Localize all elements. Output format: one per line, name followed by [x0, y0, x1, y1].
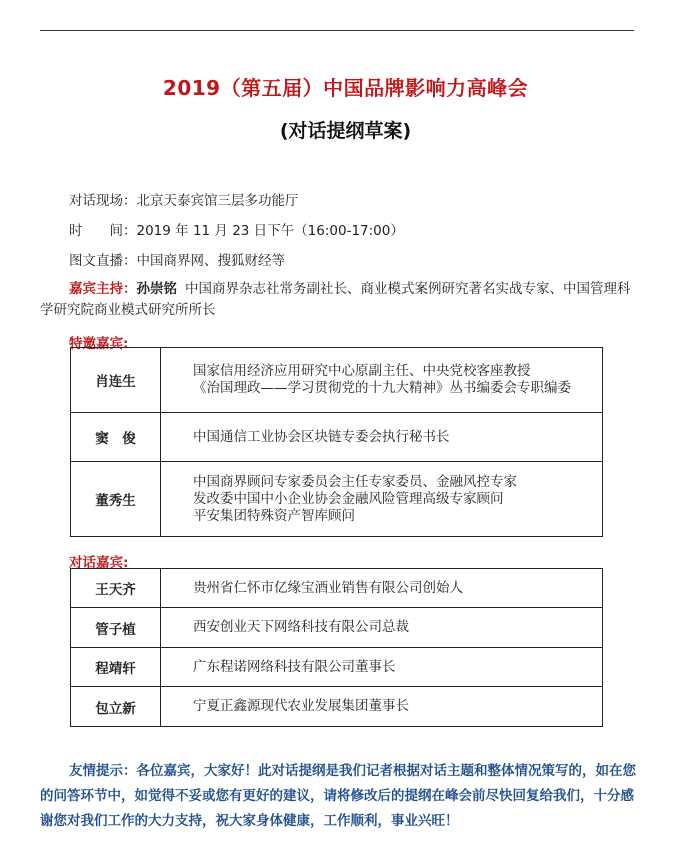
broadcast-value: 中国商界网、搜狐财经等: [136, 253, 285, 269]
table-row: [71, 648, 603, 687]
guest-name: 肖连生: [71, 348, 161, 413]
host-desc: 中国商界杂志社常务副社长、商业模式案例研究著名实战专家、中国管理科学研究院商业模式研究所所长: [40, 281, 631, 318]
broadcast-label: 图文直播：: [69, 253, 137, 269]
guest-desc-line: 《治国理政——学习贯彻党的十九大精神》丛书编委会专职编委: [193, 380, 571, 396]
guest-desc: 广东程诺网络科技有限公司董事长: [161, 648, 603, 687]
time-line: [69, 219, 404, 239]
friendly-reminder: 友情提示：各位嘉宾，大家好！此对话提纲是我们记者根据对话主题和整体情况策写的，如在您的问答环节中，如觉得不妥或您有更好的建议，请将修改后的提纲在峰会前尽快回复给我们，十分感谢您对我们工作的大力支持，祝大家身体健康，工作顺利，事业兴旺！: [40, 763, 636, 829]
guest-desc: 贵州省仁怀市亿缘宝酒业销售有限公司创始人: [161, 569, 603, 608]
guest-name: 窦 俊: [71, 413, 161, 462]
table-row: [71, 348, 603, 413]
guest-desc: [161, 413, 603, 462]
guest-name: 程靖轩: [71, 648, 161, 687]
guest-desc-line: 中国商界顾问专家委员会主任专家委员、金融风控专家: [193, 473, 517, 490]
host-name: 孙崇铭: [136, 281, 177, 297]
host-label: 嘉宾主持：: [69, 281, 137, 297]
guest-desc: [161, 348, 603, 413]
special-guests-table: [70, 347, 603, 537]
guest-desc-line: 平安集团特殊资产智库顾问: [193, 507, 355, 524]
guest-desc: [161, 462, 603, 537]
page-subtitle: (对话提纲草案): [279, 120, 412, 142]
top-rule: [40, 30, 634, 31]
guest-desc-line: 发改委中国中小企业协会金融风险管理高级专家顾问: [193, 490, 504, 507]
table-row: [71, 687, 603, 727]
dialogue-guests-table: [70, 568, 603, 727]
guest-desc-line: 中国通信工业协会区块链专委会执行秘书长: [193, 428, 450, 445]
guest-desc: 西安创业天下网络科技有限公司总裁: [161, 608, 603, 648]
page-title: 2019（第五届）中国品牌影响力高峰会: [162, 76, 529, 100]
broadcast-line: [69, 249, 285, 269]
guest-name: 管子植: [71, 608, 161, 648]
dialogue-guests-label: 对话嘉宾:: [69, 555, 129, 571]
guest-desc-line: 国家信用经济应用研究中心原副主任、中央党校客座教授: [193, 363, 531, 379]
time-label: 时 间：: [69, 223, 137, 239]
guest-name: 王天齐: [71, 569, 161, 608]
table-row: [71, 569, 603, 608]
table-row: [71, 462, 603, 537]
guest-desc: 宁夏正鑫源现代农业发展集团董事长: [161, 687, 603, 727]
guest-name: 董秀生: [71, 462, 161, 537]
table-row: [71, 608, 603, 648]
venue-line: [69, 189, 299, 209]
time-value: 2019 年 11 月 23 日下午（16:00-17:00）: [136, 223, 404, 239]
guest-name: 包立新: [71, 687, 161, 727]
special-guests-label: 特邀嘉宾:: [69, 336, 129, 352]
venue-value: 北京天泰宾馆三层多功能厅: [136, 193, 299, 209]
table-row: [71, 413, 603, 462]
host-paragraph: [40, 279, 636, 321]
venue-label: 对话现场：: [69, 193, 137, 209]
